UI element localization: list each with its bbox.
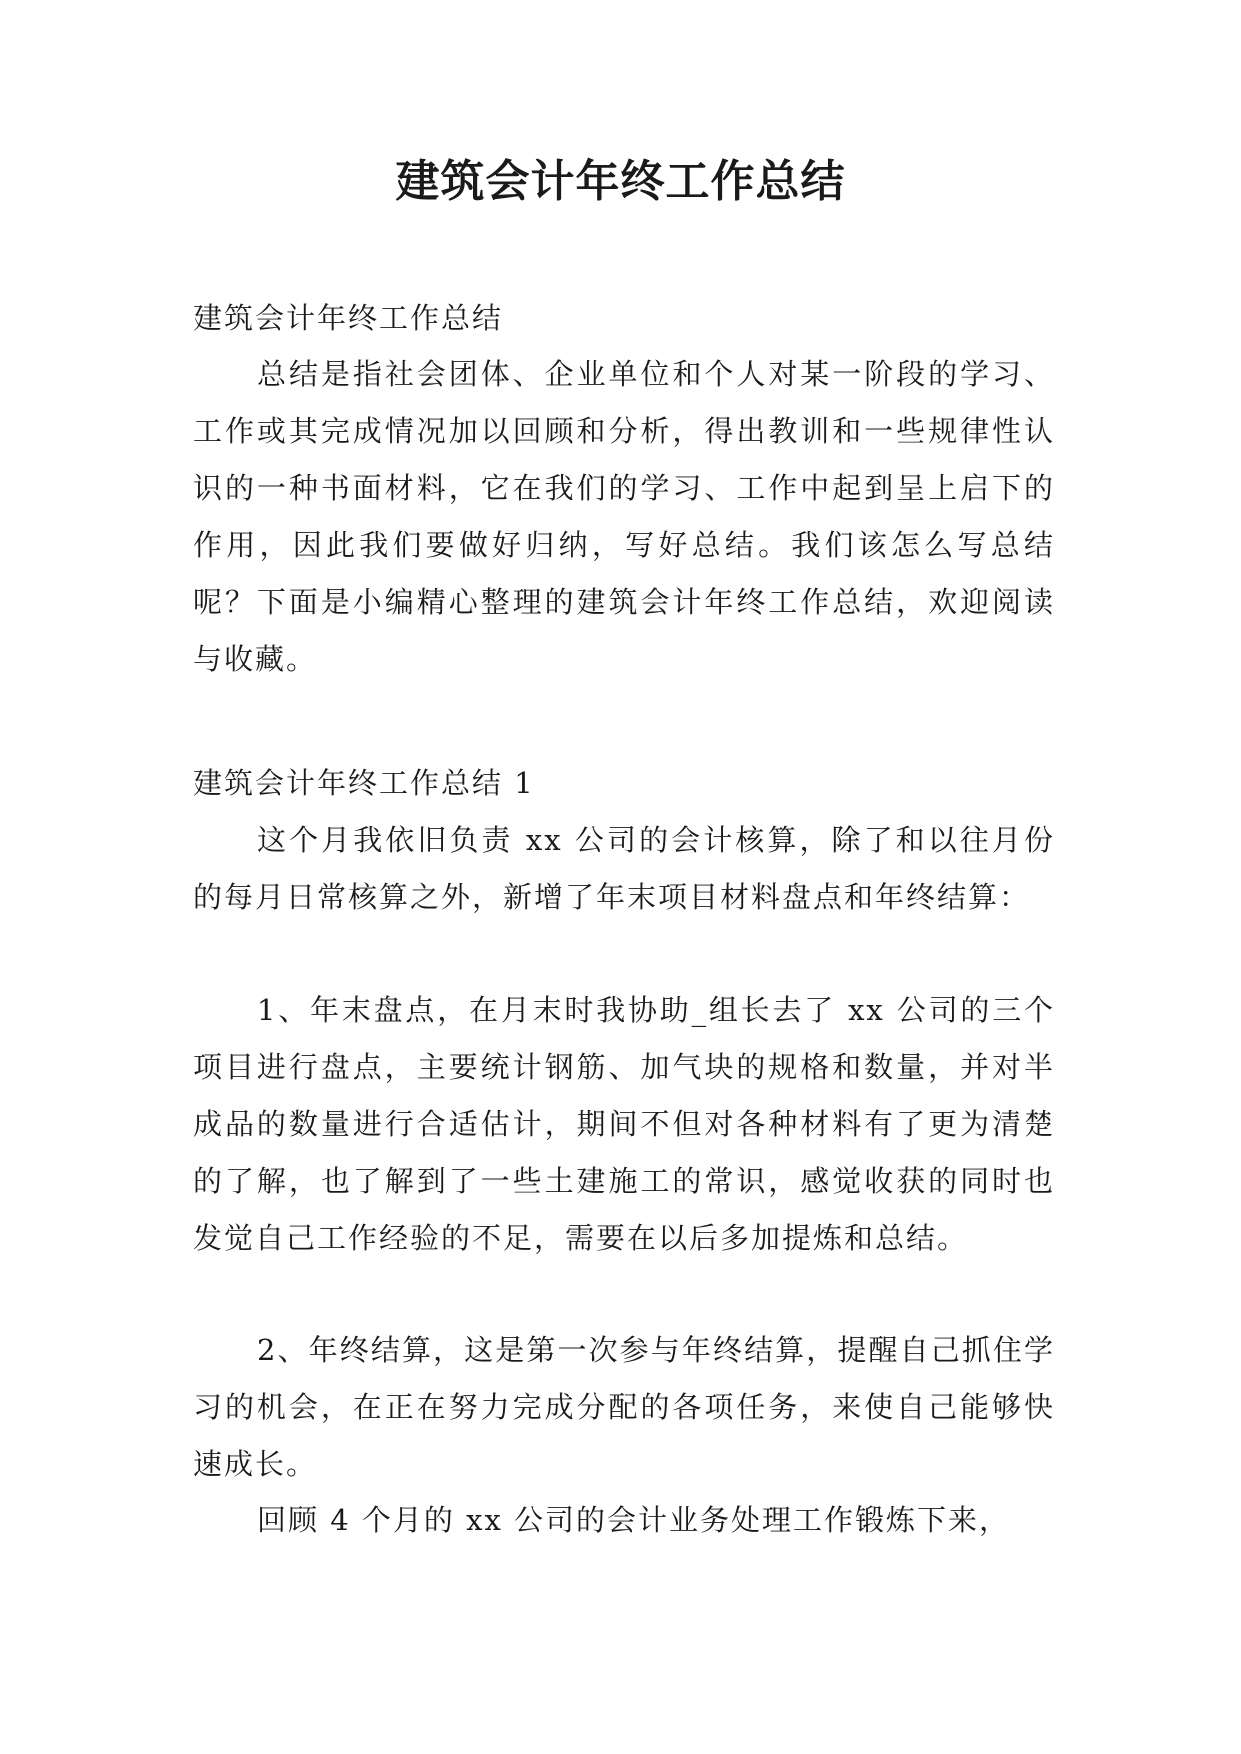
intro-paragraph: 总结是指社会团体、企业单位和个人对某一阶段的学习、工作或其完成情况加以回顾和分析，得出教训和一些规律性认识的一种书面材料，它在我们的学习、工作中起到呈上启下的作用，因此我们要做好归纳，写好总结。我们该怎么写总结呢？下面是小编精心整理的建筑会计年终工作总结，欢迎阅读与收藏。 — [193, 357, 1055, 676]
year-end-inventory-paragraph: 1、年末盘点，在月末时我协助_组长去了 xx 公司的三个项目进行盘点，主要统计钢筋、加气块的规格和数量，并对半成品的数量进行合适估计，期间不但对各种材料有了更为清楚的了解，也了解到了一些土建施工的常识，感觉收获的同时也发觉自己工作经验的不足，需要在以后多加提炼和总结。 — [193, 993, 1055, 1255]
section-1-paragraph: 这个月我依旧负责 xx 公司的会计核算，除了和以往月份的每月日常核算之外，新增了年末项目材料盘点和年终结算： — [193, 823, 1055, 914]
intro-subheading: 建筑会计年终工作总结 — [193, 301, 504, 335]
year-end-settlement-paragraph: 2、年终结算，这是第一次参与年终结算，提醒自己抓住学习的机会，在正在努力完成分配的各项任务，来使自己能够快速成长。 — [193, 1333, 1055, 1481]
document-title: 建筑会计年终工作总结 — [395, 156, 846, 207]
review-paragraph: 回顾 4 个月的 xx 公司的会计业务处理工作锻炼下来， — [257, 1503, 1011, 1537]
section-1-heading: 建筑会计年终工作总结 1 — [193, 766, 535, 800]
